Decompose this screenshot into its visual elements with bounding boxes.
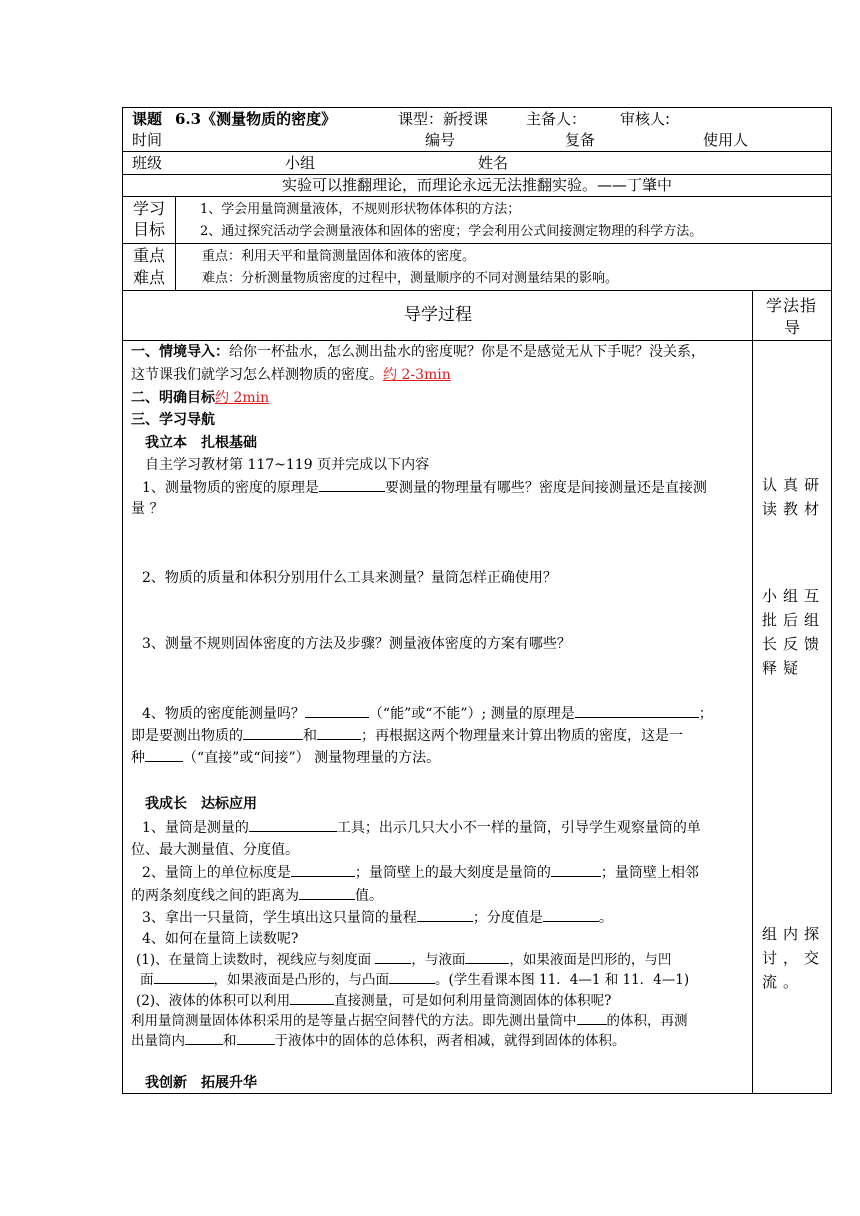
r1-blank-2[interactable] — [465, 950, 509, 964]
user-label: 使用人 — [703, 131, 749, 149]
question-1 — [142, 478, 707, 497]
method-note-2-line-2: 批后组 — [762, 611, 826, 629]
method-note-1-line-2: 读教材 — [762, 500, 826, 518]
r2-text-a: (2)、液体的体积可以利用 — [136, 993, 291, 1009]
p1-text-a: 1、量筒是测量的 — [142, 820, 249, 836]
goal-section — [131, 389, 269, 407]
q4-blank-2[interactable] — [575, 704, 699, 718]
p2-text-b: ；量筒壁上的最大刻度是量筒的 — [354, 865, 551, 881]
intro-line-1 — [131, 343, 705, 361]
q4-text-e: 和 — [303, 728, 317, 744]
r1-text-c: ，如果液面是凹形的，与凹 — [509, 952, 672, 968]
process-header: 导学过程 — [404, 305, 472, 325]
method-note-2-line-3: 长反馈 — [762, 635, 826, 653]
method-note-1-line-1: 认真研 — [762, 476, 826, 494]
q4-text-h: （“直接”或“间接”） 测量物理量的方法。 — [183, 750, 441, 766]
group-label: 小组 — [285, 154, 316, 172]
grow-item-2 — [142, 863, 699, 882]
r3-blank-1[interactable] — [577, 1011, 607, 1025]
p1-text-b: 工具；出示几只大小不一样的量筒，引导学生观察量筒的单 — [336, 820, 701, 836]
grow-item-3 — [142, 908, 613, 927]
q4-blank-5[interactable] — [145, 748, 183, 762]
method-note-3-line-1: 组内探 — [762, 925, 826, 943]
p3-text-a: 3、拿出一只量筒，学生填出这只量筒的量程 — [142, 910, 417, 926]
p2-text-e: 值。 — [355, 888, 383, 904]
p1-blank[interactable] — [249, 818, 337, 832]
r3-text-c: 出量筒内 — [131, 1033, 185, 1049]
r2-blank[interactable] — [290, 991, 334, 1005]
lesson-type: 课型：新授课 — [398, 110, 489, 128]
q1-text-c: 量 ？ — [131, 501, 164, 517]
r1-text-a: (1)、在量筒上读数时，视线应与刻度面 — [136, 952, 376, 968]
time-label: 时间 — [132, 131, 163, 149]
q4-blank-3[interactable] — [243, 726, 303, 740]
p2-blank-3[interactable] — [299, 886, 355, 900]
question-4 — [142, 704, 713, 723]
intro-time: 约 2-3min — [383, 367, 451, 383]
read-item-3-line-2 — [131, 1031, 626, 1050]
grow-heading: 我成长 达标应用 — [145, 796, 257, 812]
p2-text-c: ；量筒壁上相邻 — [600, 865, 699, 881]
intro-heading: 一、情境导入： — [131, 344, 229, 360]
r1-text-e: ，如果液面是凸形的，与凸面 — [213, 972, 389, 988]
p2-blank-1[interactable] — [291, 863, 355, 877]
r3-blank-2[interactable] — [185, 1031, 223, 1045]
q4-text-a: 4、物质的密度能测量吗？ — [142, 706, 305, 722]
goal-time: 约 2min — [215, 390, 270, 406]
q1-blank[interactable] — [319, 478, 385, 492]
p3-text-b: ；分度值是 — [472, 910, 543, 926]
q4-text-b: （“能”或“不能”）; 测量的原理是 — [368, 706, 575, 722]
p1-text-c: 位、最大测量值、分度值。 — [131, 842, 299, 858]
grow-item-1 — [142, 818, 701, 837]
number-label: 编号 — [425, 131, 456, 149]
grow-item-2-line-2 — [131, 886, 383, 905]
q1-text-b: 要测量的物理量有哪些？密度是间接测量还是直接测 — [384, 480, 707, 496]
method-note-3-line-2: 讨，交 — [762, 949, 826, 967]
goal-item-2: 2、通过探究活动学会测量液体和固体的密度；学会利用公式间接测定物理的科学方法。 — [200, 224, 703, 239]
motto: 实验可以推翻理论，而理论永远无法推翻实验。——丁肇中 — [281, 176, 672, 194]
q4-text-c: ； — [698, 706, 713, 722]
p2-text-d: 的两条刻度线之间的距离为 — [131, 888, 299, 904]
goals-label-2: 目标 — [133, 220, 166, 239]
method-note-3-line-3: 流。 — [762, 973, 805, 991]
r1-text-f: 。(学生看课本图 11．4—1 和 11．4—1) — [435, 972, 690, 988]
lesson-title: 6.3《测量物质的密度》 — [175, 110, 337, 128]
method-note-2-line-4: 释疑 — [762, 659, 805, 677]
q4-text-g: 种 — [131, 750, 145, 766]
r3-text-b: 的体积，再测 — [606, 1013, 688, 1029]
p3-blank-1[interactable] — [417, 908, 473, 922]
title-prefix: 课题 — [132, 110, 163, 128]
r3-text-a: 利用量筒测量固体体积采用的是等量占据空间替代的方法。即先测出量筒中 — [131, 1013, 577, 1029]
stand-instruction: 自主学习教材第 117~119 页并完成以下内容 — [145, 457, 430, 473]
r3-text-d: 和 — [223, 1033, 237, 1049]
create-heading: 我创新 拓展升华 — [145, 1075, 257, 1091]
r2-text-b: 直接测量，可是如何利用量筒测固体的体积呢? — [334, 993, 612, 1009]
read-item-3 — [131, 1011, 688, 1030]
intro-line-2 — [131, 366, 451, 384]
r1-blank-1[interactable] — [375, 950, 411, 964]
q4-blank-1[interactable] — [305, 704, 369, 718]
r3-blank-3[interactable] — [237, 1031, 275, 1045]
goal-item-1: 1、学会用量筒测量液体，不规则形状物体体积的方法； — [200, 202, 521, 217]
question-3: 3、测量不规则固体密度的方法及步骤？测量液体密度的方案有哪些？ — [142, 636, 571, 652]
key-label-2: 难点 — [133, 268, 166, 287]
q1-text-a: 1、测量物质的密度的原理是 — [142, 480, 319, 496]
class-label: 班级 — [132, 154, 163, 172]
read-item-2 — [136, 991, 611, 1010]
method-header-2: 导 — [784, 318, 801, 337]
r1-blank-4[interactable] — [389, 970, 435, 984]
question-2: 2、物质的质量和体积分别用什么工具来测量？量筒怎样正确使用？ — [142, 570, 557, 586]
name-label: 姓名 — [478, 154, 509, 172]
q4-text-d: 即是要测出物质的 — [131, 728, 243, 744]
key-label-1: 重点 — [133, 246, 166, 265]
intro-text-2: 这节课我们就学习怎么样测物质的密度。 — [131, 367, 383, 383]
author-label: 主备人： — [526, 110, 587, 128]
method-note-2-line-1: 小组互 — [762, 587, 826, 605]
p3-text-c: 。 — [598, 910, 613, 926]
grow-item-4: 4、如何在量筒上读数呢? — [142, 931, 299, 947]
r3-text-e: 于液体中的固体的总体积，两者相减，就得到固体的体积。 — [274, 1033, 626, 1049]
read-item-1-line-2 — [140, 970, 689, 989]
method-header-1: 学法指 — [766, 296, 818, 315]
nav-heading: 三、学习导航 — [131, 412, 215, 428]
r1-blank-3[interactable] — [154, 970, 214, 984]
r1-text-d: 面 — [140, 972, 154, 988]
key-point: 重点：利用天平和量筒测量固体和液体的密度。 — [202, 249, 476, 264]
review-label: 复备 — [565, 131, 596, 149]
reviewer-label: 审核人: — [620, 110, 671, 128]
r1-text-b: ，与液面 — [411, 952, 466, 968]
stand-heading: 我立本 扎根基础 — [145, 435, 257, 451]
goals-label-1: 学习 — [133, 199, 166, 218]
p3-blank-2[interactable] — [543, 908, 599, 922]
question-4-line-3 — [131, 748, 440, 767]
q4-text-f: ；再根据这两个物理量来计算出物质的密度，这是一 — [361, 728, 683, 744]
p2-blank-2[interactable] — [551, 863, 601, 877]
question-4-line-2 — [131, 726, 683, 745]
difficult-point: 难点：分析测量物质密度的过程中，测量顺序的不同对测量结果的影响。 — [202, 271, 619, 286]
q4-blank-4[interactable] — [317, 726, 361, 740]
goal-heading: 二、明确目标 — [131, 390, 215, 406]
intro-text-1: 给你一杯盐水，怎么测出盐水的密度呢？你是不是感觉无从下手呢？没关系， — [229, 344, 705, 360]
p2-text-a: 2、量筒上的单位标度是 — [142, 865, 291, 881]
read-item-1 — [136, 950, 671, 969]
